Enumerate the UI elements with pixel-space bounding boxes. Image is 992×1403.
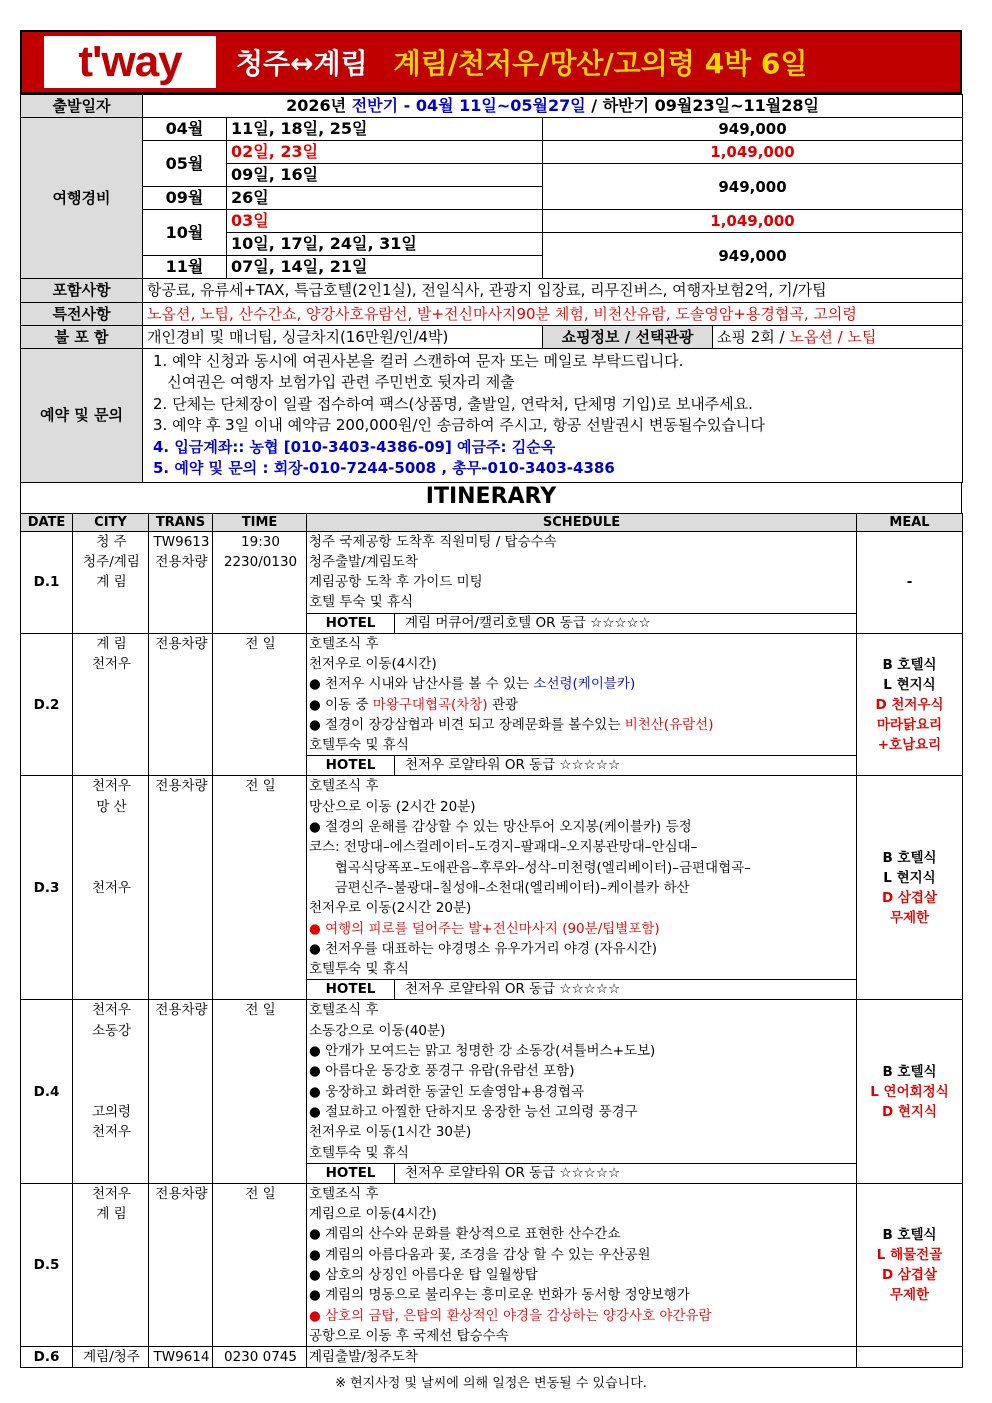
tour-title: 계림/천저우/망산/고의령 4박 6일 [393, 47, 808, 80]
day-date: D.5 [21, 1183, 73, 1346]
cost-price: 1,049,000 [543, 210, 963, 233]
itinerary-header-row [21, 513, 963, 531]
day-trans: 전용차량 [149, 633, 213, 776]
day-meal: B 호텔식 L 현지식 D 삼겹살 무제한 [857, 776, 963, 1000]
day-city: 천저우 계 림 [73, 1183, 149, 1346]
day-city: 계 림 천저우 [73, 633, 149, 776]
day-time: 전 일 [213, 633, 307, 776]
contact-line: 5. 예약 및 문의 : 회장-010-7244-5008 , 총무-010-3403-4386 [153, 459, 615, 477]
day-city: 천저우 망 산 천저우 [73, 776, 149, 1000]
col-schedule: SCHEDULE [307, 513, 857, 531]
day-trans: 전용차량 [149, 1183, 213, 1346]
day-schedule: 청주 국제공항 도착후 직원미팅 / 탑승수속 청주출발/계림도착 계림공항 도착 후 가이드 미팅 호텔 투숙 및 휴식 HOTEL 계림 머큐어/캘리호텔 OR 동급 ☆☆☆☆☆ [307, 531, 857, 633]
shopping-label: 쇼핑정보 / 선택관광 [543, 325, 713, 348]
day-city: 청 주 청주/계림 계 림 [73, 531, 149, 633]
footnote: ※ 현지사정 및 날씨에 의해 일정은 변동될 수 있습니다. [335, 1376, 647, 1392]
cost-month: 11월 [143, 256, 227, 279]
cost-dates: 02일, 23일 [227, 141, 543, 164]
day-schedule: 호텔조식 후 계림으로 이동(4시간) ● 계림의 산수와 문화를 환상적으로 표현한 산수간쇼 ● 계림의 아름다움과 꽃, 조경을 감상 할 수 있는 우산공원 ● 삼호의 상징인 아름다운 탑 일월쌍탑 ● 계림의 명동으로 불리우는 흥미로운 번화가 동서항 정양보행가 ● 삼호의 금탑, 은탑의 환상적인 야경을 감상하는 양강사호 야간유람 공항으로 이동 후 국제선 탑승수속 [307, 1183, 857, 1346]
col-city: CITY [73, 513, 149, 531]
day-time: 전 일 [213, 1183, 307, 1346]
col-trans: TRANS [149, 513, 213, 531]
hotel-row: HOTEL 천저우 로얄타워 OR 동급 ☆☆☆☆☆ [307, 1163, 856, 1183]
day-schedule: 계림출발/청주도착 [307, 1347, 857, 1368]
day-meal: B 호텔식 L 연어회정식 D 현지식 [857, 1000, 963, 1183]
day-city: 천저우 소동강 고의령 천저우 [73, 1000, 149, 1183]
departure-label: 출발일자 [21, 95, 143, 118]
day-date: D.1 [21, 531, 73, 633]
col-time: TIME [213, 513, 307, 531]
day-date: D.6 [21, 1347, 73, 1368]
hotel-row: HOTEL 계림 머큐어/캘리호텔 OR 동급 ☆☆☆☆☆ [307, 613, 856, 633]
day-time: 19:30 2230/0130 [213, 531, 307, 633]
tway-logo: t'way [44, 36, 216, 88]
day-row-4 [21, 1000, 963, 1183]
info-table [20, 94, 963, 279]
col-meal: MEAL [857, 513, 963, 531]
cost-dates: 11일, 18일, 25일 [227, 118, 543, 141]
reservation-line: 1. 예약 신청과 동시에 여권사본을 컬러 스캔하여 문자 또는 메일로 부탁드립니다. [153, 351, 684, 370]
reservation-notes [143, 348, 963, 482]
excludes-value: 개인경비 및 매너팁, 싱글차지(16만원/인/4박) [143, 325, 543, 348]
cost-row-4 [21, 210, 963, 233]
header-banner [20, 30, 962, 94]
day-date: D.2 [21, 633, 73, 776]
day-date: D.3 [21, 776, 73, 1000]
cost-dates: 10일, 17일, 24일, 31일 [227, 233, 543, 256]
day-row-3 [21, 776, 963, 1000]
day-trans: TW9613 전용차량 [149, 531, 213, 633]
hotel-row: HOTEL 천저우 로얄타워 OR 동급 ☆☆☆☆☆ [307, 755, 856, 775]
day-row-6 [21, 1347, 963, 1368]
day-meal [857, 1347, 963, 1368]
cost-month: 05월 [143, 141, 227, 187]
itinerary-sheet [20, 30, 962, 1391]
includes-row [21, 279, 963, 302]
hotel-row: HOTEL 천저우 로얄타워 OR 동급 ☆☆☆☆☆ [307, 979, 856, 999]
cost-dates: 03일 [227, 210, 543, 233]
reservation-line: 3. 예약 후 3일 이내 예약금 200,000원/인 송금하여 주시고, 항공 선발권시 변동될수있습니다 [153, 416, 765, 434]
special-value: 노옵션, 노팁, 산수간쇼, 양강사호유람선, 발+전신마사지90분 체험, 비천산유람, 도솔영암+용경협곡, 고의령 [143, 302, 963, 325]
departure-row [21, 95, 963, 118]
excludes-label: 불 포 함 [21, 325, 143, 348]
day-row-1 [21, 531, 963, 633]
itinerary-title: ITINERARY [20, 483, 962, 513]
day-meal: B 호텔식 L 해물전골 D 삼겹살 무제한 [857, 1183, 963, 1346]
day-schedule: 호텔조식 후 소동강으로 이동(40분) ● 안개가 모여드는 맑고 청명한 강 소동강(셔틀버스+도보) ● 아름다운 동강호 풍경구 유람(유람선 포함) ● 웅장하고 화려한 동굴인 도솔영암+용경협곡 ● 절묘하고 아찔한 단하지모 웅장한 능선 고의령 풍경구 천저우로 이동(1시간 30분) 호텔투숙 및 휴식 HOTEL 천저우 로얄타워 OR 동급 ☆☆☆☆☆ [307, 1000, 857, 1183]
cost-dates: 26일 [227, 187, 543, 210]
reservation-line: 2. 단체는 단체장이 일괄 접수하여 팩스(상품명, 출발일, 연락처, 단체명 기입)로 보내주세요. [153, 394, 753, 413]
day-schedule: 호텔조식 후 천저우로 이동(4시간) ● 천저우 시내와 남산사를 볼 수 있는 소선령(케이블카) ● 이동 중 마왕구대협곡(차창) 관광 ● 절경이 장강삼협과 비견 되고 장례문화를 볼수있는 비천산(유람선) 호텔투숙 및 휴식 HOTEL 천저우 로얄타워 OR 동급 ☆☆☆☆☆ [307, 633, 857, 776]
day-city: 계림/청주 [73, 1347, 149, 1368]
reservation-label: 예약 및 문의 [21, 348, 143, 482]
cost-label: 여행경비 [21, 118, 143, 279]
cost-row-0 [21, 118, 963, 141]
terms-table [20, 279, 963, 483]
cost-price: 949,000 [543, 233, 963, 279]
day-date: D.4 [21, 1000, 73, 1183]
day-time: 0230 0745 [213, 1347, 307, 1368]
includes-label: 포함사항 [21, 279, 143, 302]
day-trans: TW9614 [149, 1347, 213, 1368]
route-text: 청주↔계림 [236, 47, 368, 80]
special-row [21, 302, 963, 325]
includes-value: 항공료, 유류세+TAX, 특급호텔(2인1실), 전일식사, 관광지 입장료, 리무진버스, 여행자보험2억, 기/가팁 [143, 279, 963, 302]
cost-price: 949,000 [543, 164, 963, 210]
cost-dates: 07일, 14일, 21일 [227, 256, 543, 279]
shopping-value: 쇼핑 2회 / 노옵션 / 노팁 [713, 325, 963, 348]
special-label: 특전사항 [21, 302, 143, 325]
bank-account-line: 4. 입금계좌:: 농협 [010-3403-4386-09] 예금주: 김순옥 [153, 437, 556, 456]
cost-price: 1,049,000 [543, 141, 963, 164]
day-trans: 전용차량 [149, 776, 213, 1000]
day-time: 전 일 [213, 776, 307, 1000]
excludes-row [21, 325, 963, 348]
day-meal: B 호텔식 L 현지식 D 천저우식 마라닭요리 +호남요리 [857, 633, 963, 776]
header-title [236, 42, 807, 82]
cost-month: 10월 [143, 210, 227, 256]
departure-value: 2026년 전반기 - 04월 11일~05월27일 / 하반기 09월23일~11월28일 [143, 95, 963, 118]
reservation-row [21, 348, 963, 482]
col-date: DATE [21, 513, 73, 531]
cost-price: 949,000 [543, 118, 963, 141]
cost-month: 04월 [143, 118, 227, 141]
cost-dates: 09일, 16일 [227, 164, 543, 187]
itinerary-table [20, 513, 963, 1369]
reservation-line: 신여권은 여행자 보험가입 관련 주민번호 뒷자리 제출 [153, 373, 515, 391]
day-meal: - [857, 531, 963, 633]
cost-month: 09월 [143, 187, 227, 210]
day-row-2 [21, 633, 963, 776]
day-schedule: 호텔조식 후 망산으로 이동 (2시간 20분) ● 절경의 운해를 감상할 수 있는 망산투어 오지봉(케이블카) 등정 코스: 전망대–에스컬레이터–도경지–팔괘대–오지봉관망대–안심대– 협곡식당폭포–도애관음–후루와–성삭–미천령(엘리베이터)–금편대협곡– 금편신주–불광대–칠성애–소천대(엘리베이터)–케이블카 하산 천저우로 이동(2시간 20분) ● 여행의 피로를 덜어주는 발+전신마사지 (90분/팁별포함) ● 천저우를 대표하는 야경명소 유우가거리 야경 (자유시간) 호텔투숙 및 휴식 HOTEL 천저우 로얄타워 OR 동급 ☆☆☆☆☆ [307, 776, 857, 1000]
day-row-5 [21, 1183, 963, 1346]
day-trans: 전용차량 [149, 1000, 213, 1183]
cost-row-1 [21, 141, 963, 164]
day-time: 전 일 [213, 1000, 307, 1183]
